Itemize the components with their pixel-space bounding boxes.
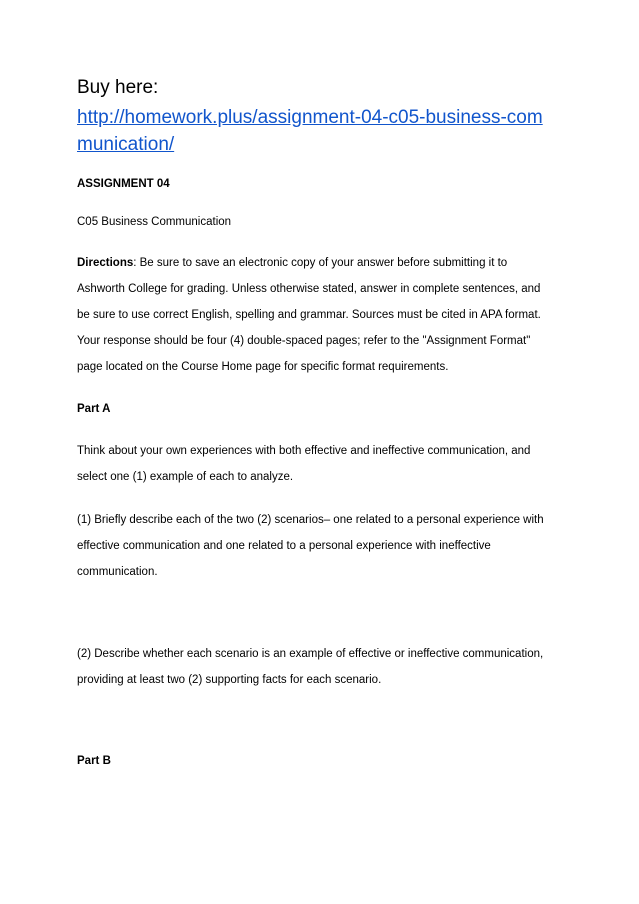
part-a-heading: Part A (77, 403, 111, 415)
buy-here-label: Buy here: (77, 77, 159, 98)
part-a-intro-line-1: Think about your own experiences with both effective and ineffective communication, and (77, 445, 531, 457)
part-a-intro-line-2: select one (1) example of each to analyze. (77, 471, 294, 483)
part-a-intro (77, 438, 577, 490)
directions-line-2: Ashworth College for grading. Unless otherwise stated, answer in complete sentences, and (77, 283, 541, 295)
question-1-line-3: communication. (77, 566, 158, 578)
question-2-line-1: (2) Describe whether each scenario is an example of effective or ineffective communication, (77, 648, 544, 660)
assignment-link[interactable] (77, 104, 577, 158)
directions-line-4: Your response should be four (4) double-spaced pages; refer to the "Assignment Format" (77, 335, 531, 347)
question-1-line-1: (1) Briefly describe each of the two (2) scenarios– one related to a personal experience with (77, 514, 544, 526)
course-title: C05 Business Communication (77, 216, 232, 228)
directions-line-5: page located on the Course Home page for specific format requirements. (77, 361, 449, 373)
assignment-link-line-2: munication/ (77, 134, 175, 155)
directions-paragraph (77, 250, 577, 380)
part-a-question-2 (77, 641, 577, 693)
assignment-link-line-1: http://homework.plus/assignment-04-c05-business-com (77, 107, 543, 128)
assignment-heading: ASSIGNMENT 04 (77, 178, 170, 190)
directions-line-1 (77, 250, 577, 276)
question-2-line-2: providing at least two (2) supporting facts for each scenario. (77, 674, 382, 686)
directions-line-1-text: : Be sure to save an electronic copy of your answer before submitting it to (133, 257, 508, 269)
part-b-heading: Part B (77, 755, 111, 767)
directions-line-3: be sure to use correct English, spelling and grammar. Sources must be cited in APA format. (77, 309, 541, 321)
part-a-question-1 (77, 507, 577, 585)
directions-label: Directions (77, 257, 134, 269)
question-1-line-2: effective communication and one related to a personal experience with ineffective (77, 540, 491, 552)
